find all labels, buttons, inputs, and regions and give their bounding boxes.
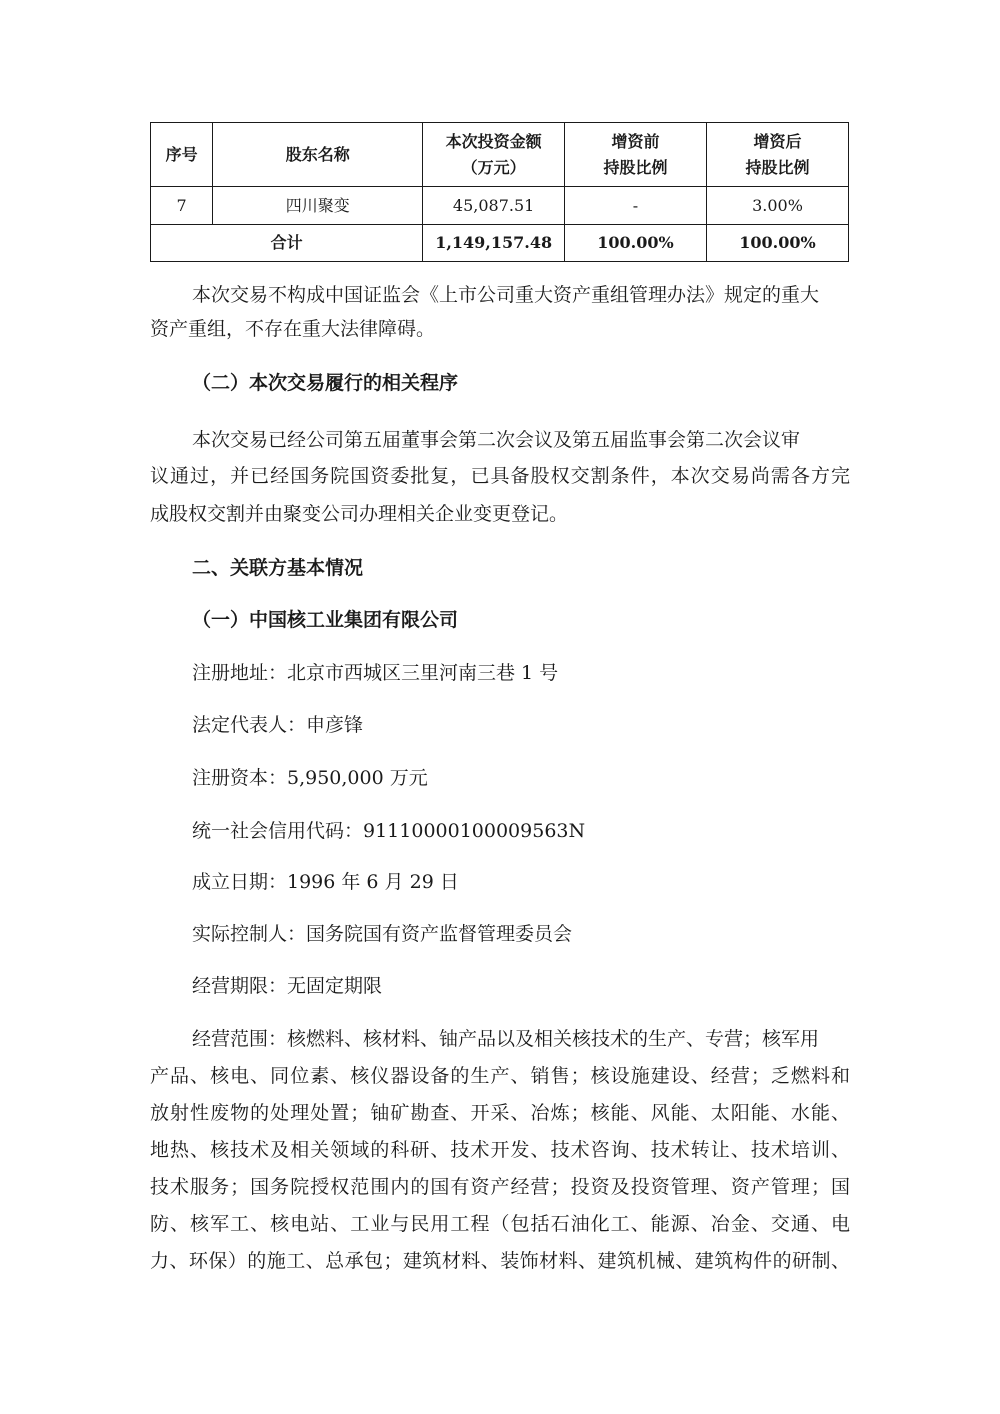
header-index: 序号 <box>151 123 213 187</box>
heading-cnnc: （一）中国核工业集团有限公司 <box>192 609 459 631</box>
scope-line-3-wrap <box>150 1096 850 1130</box>
paragraph-procedure-line-1: 本次交易已经公司第五届董事会第二次会议及第五届监事会第二次会议审 <box>192 429 801 451</box>
cell-investment: 45,087.51 <box>423 187 565 225</box>
cell-ratio-after: 3.00% <box>706 187 848 225</box>
scope-line-5-wrap <box>150 1170 850 1204</box>
paragraph-procedure-line-2-wrap <box>150 459 850 493</box>
scope-line-6: 防、核军工、核电站、工业与民用工程（包括石油化工、能源、冶金、交通、电 <box>150 1213 850 1235</box>
table-row <box>151 187 849 225</box>
table-total-row <box>151 225 849 262</box>
scope-line-5: 技术服务；国务院授权范围内的国有资产经营；投资及投资管理、资产管理；国 <box>150 1176 850 1198</box>
scope-line-4-wrap <box>150 1133 850 1167</box>
header-ratio-before: 增资前 持股比例 <box>564 123 706 187</box>
total-investment: 1,149,157.48 <box>423 225 565 262</box>
total-ratio-after: 100.00% <box>706 225 848 262</box>
cell-ratio-before: - <box>564 187 706 225</box>
total-label: 合计 <box>151 225 423 262</box>
scope-line-3: 放射性废物的处理处置；铀矿勘查、开采、冶炼；核能、风能、太阳能、水能、 <box>150 1102 850 1124</box>
cell-index: 7 <box>151 187 213 225</box>
paragraph-restructuring-line-1: 本次交易不构成中国证监会《上市公司重大资产重组管理办法》规定的重大 <box>192 284 820 306</box>
paragraph-restructuring-line-2: 资产重组，不存在重大法律障碍。 <box>150 318 436 340</box>
info-representative: 法定代表人：申彦锋 <box>192 714 364 736</box>
shareholding-table <box>150 122 849 262</box>
header-shareholder: 股东名称 <box>213 123 423 187</box>
info-address: 注册地址：北京市西城区三里河南三巷 1 号 <box>192 662 559 684</box>
scope-line-6-wrap <box>150 1207 850 1241</box>
scope-line-7: 力、环保）的施工、总承包；建筑材料、装饰材料、建筑机械、建筑构件的研制、 <box>150 1250 850 1272</box>
scope-line-1: 经营范围：核燃料、核材料、铀产品以及相关核技术的生产、专营；核军用 <box>192 1028 820 1050</box>
total-ratio-before: 100.00% <box>564 225 706 262</box>
heading-procedure: （二）本次交易履行的相关程序 <box>192 372 459 394</box>
info-term: 经营期限：无固定期限 <box>192 975 383 997</box>
section-related-party: 二、关联方基本情况 <box>192 557 364 579</box>
paragraph-procedure-line-3: 成股权交割并由聚变公司办理相关企业变更登记。 <box>150 503 569 525</box>
info-controller: 实际控制人：国务院国有资产监督管理委员会 <box>192 923 573 945</box>
info-credit-code: 统一社会信用代码：91110000100009563N <box>192 820 586 842</box>
scope-line-4: 地热、核技术及相关领域的科研、技术开发、技术咨询、技术转让、技术培训、 <box>150 1139 850 1161</box>
table-header-row <box>151 123 849 187</box>
scope-line-7-wrap <box>150 1244 850 1278</box>
paragraph-procedure-line-2: 议通过，并已经国务院国资委批复，已具备股权交割条件，本次交易尚需各方完 <box>150 465 850 487</box>
header-investment: 本次投资金额 （万元） <box>423 123 565 187</box>
info-capital: 注册资本：5,950,000 万元 <box>192 767 428 789</box>
info-founded: 成立日期：1996 年 6 月 29 日 <box>192 871 459 893</box>
scope-line-2: 产品、核电、同位素、核仪器设备的生产、销售；核设施建设、经营；乏燃料和 <box>150 1065 850 1087</box>
cell-shareholder: 四川聚变 <box>213 187 423 225</box>
header-ratio-after: 增资后 持股比例 <box>706 123 848 187</box>
scope-line-2-wrap <box>150 1059 850 1093</box>
